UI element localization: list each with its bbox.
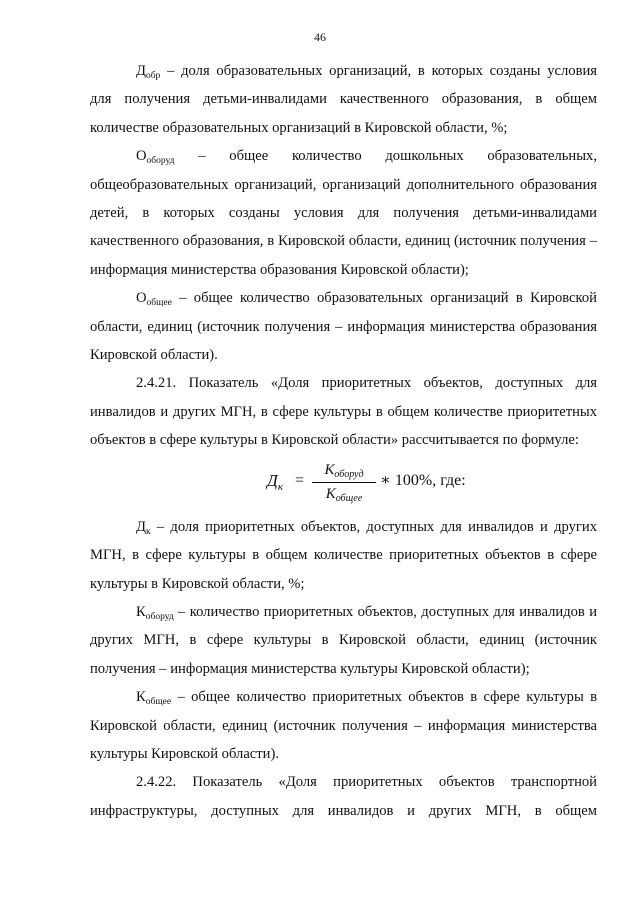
formula-denominator: $К_{общее}$ xyxy=(325,485,363,504)
definition-o-obshchee: $О_{общее}$ – общее количество образовательных организаций в Кировской области, единиц (источник получения – информация министерства образования Кировской области). xyxy=(90,290,597,364)
definition-k-oborud: $К_{оборуд}$ – количество приоритетных объектов, доступных для инвалидов и других МГН, в сфере культуры в Кировской области, единиц (источник получения – информация министерства культуры Кировской области); xyxy=(90,603,597,677)
formula-dk xyxy=(90,455,597,513)
page-body xyxy=(90,57,597,825)
section-2-4-22: 2.4.22. Показатель «Доля приоритетных объектов транспортной инфраструктуры, доступных для инвалидов и других МГН, в общем xyxy=(90,774,597,819)
definition-k-obshchee: $К_{общее}$ – общее количество приоритетных объектов в сфере культуры в Кировской области, единиц (источник получения – информация министерства культуры Кировской области). xyxy=(90,689,597,762)
definition-d-obr: $Д_{обр}$ – доля образовательных организаций, в которых созданы условия для получения детьми-инвалидами качественного образования, в общем количестве образовательных организаций в Кировской области, %; xyxy=(90,63,597,136)
formula-fraction xyxy=(312,459,376,505)
definition-o-oborud: $О_{оборуд}$ – общее количество дошкольных образовательных, общеобразовательных организаций, организаций дополнительного образования детей, в которых созданы условия для получения детьми-инвалидами качественного образования, в Кировской области, единиц (источник получения – информация министерства образования Кировской области); xyxy=(90,148,597,278)
formula-equals: = xyxy=(295,471,305,489)
section-2-4-21: 2.4.21. Показатель «Доля приоритетных объектов, доступных для инвалидов и других МГН, в сфере культуры в общем количестве приоритетных объектов в сфере культуры в Кировской области» рассчитывается по формуле: xyxy=(90,375,597,449)
definition-dk: $Д_к$ – доля приоритетных объектов, доступных для инвалидов и других МГН, в сфере культуры в общем количестве приоритетных объектов в сфере культуры в Кировской области, %; xyxy=(90,518,597,592)
formula-tail: ∗ 100%, где: xyxy=(380,471,466,489)
page-number: 46 xyxy=(314,30,326,44)
formula-lhs: $Д_к$ xyxy=(267,470,283,493)
formula-numerator: $К_{оборуд}$ xyxy=(312,459,376,483)
